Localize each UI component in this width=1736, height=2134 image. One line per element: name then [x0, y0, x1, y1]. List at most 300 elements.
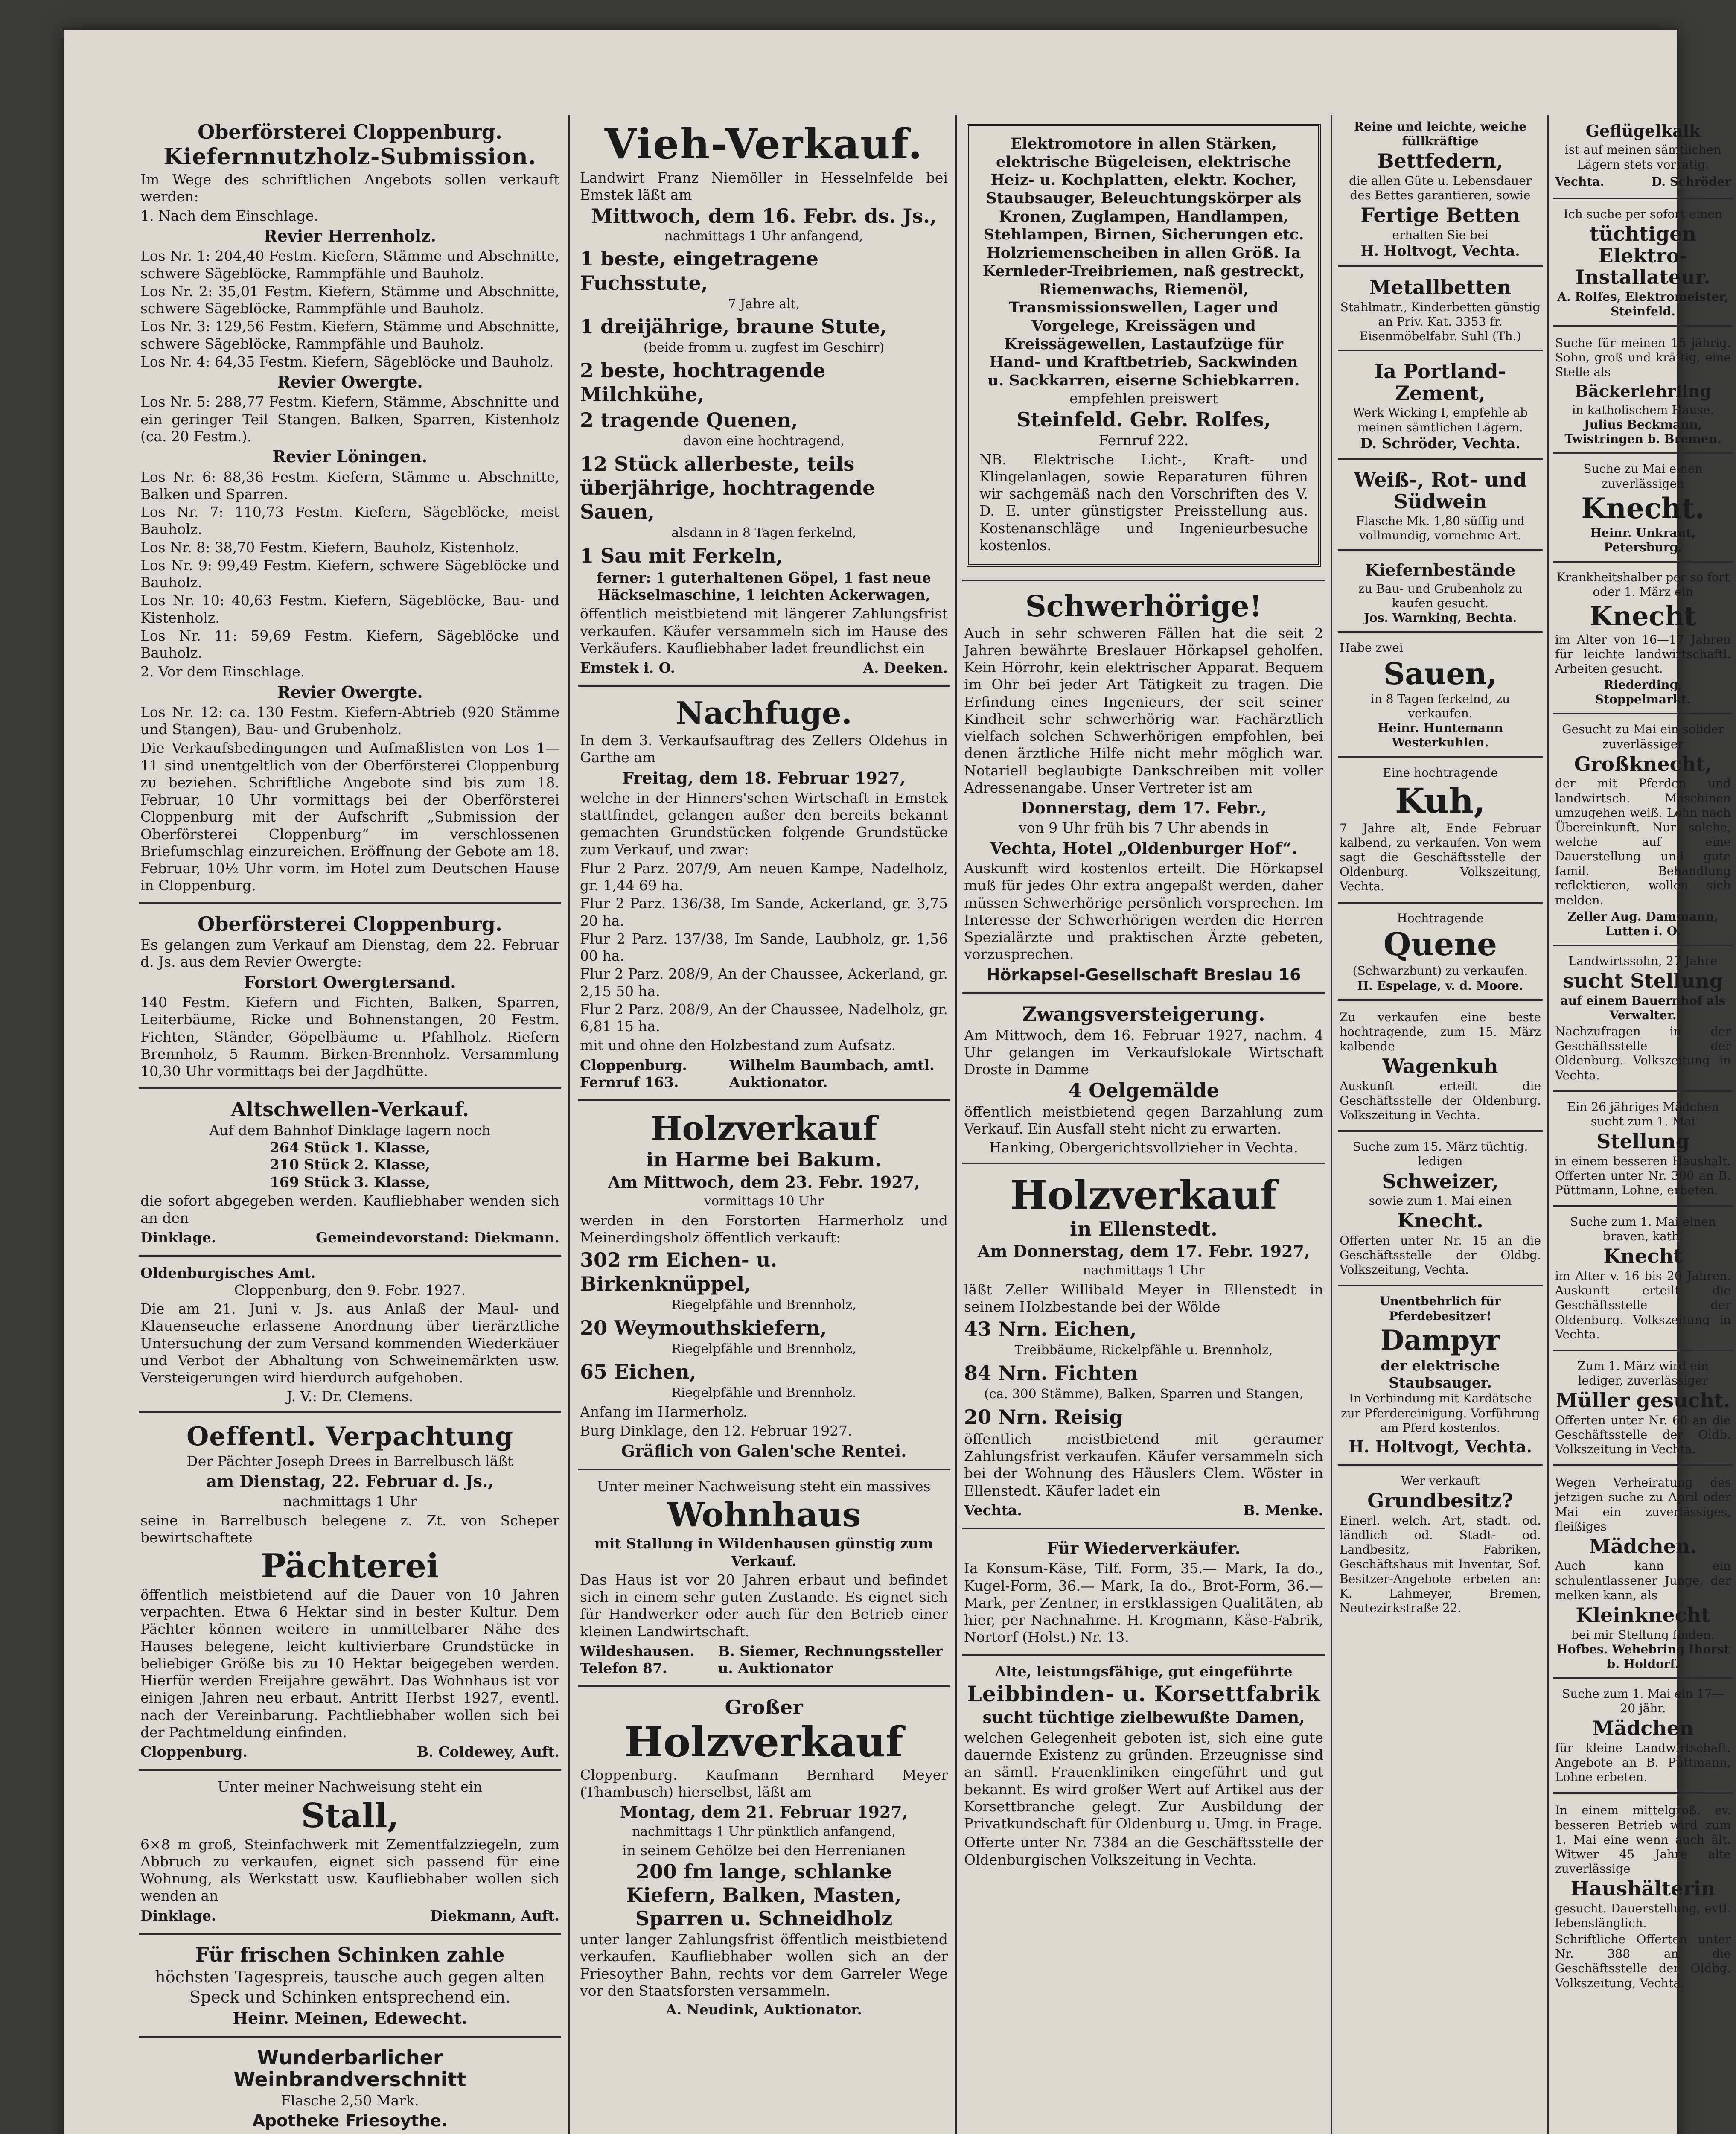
- ad-text: Auf dem Bahnhof Dinklage lagern noch: [209, 1122, 491, 1139]
- ad-text: Die Verkaufsbedingungen und Aufmaßlisten von Los 1—11 sind unentgeltlich von der Oberförsterei Cloppenburg zu beziehen. Schriftliche Angebote sind bis zum 18. Februar, 10 Uhr vormittags bei der Oberförsterei Cloppenburg mit der Aufschrift „Submission der Oberförsterei Cloppenburg“ im verschlossenen Briefumschlag einzureichen. Eröffnung der Gebote am 18. Februar, 10½ Uhr vorm. im Hotel zum Deutschen Hause in Cloppenburg.: [140, 740, 559, 894]
- ad-text: Krankheitshalber per so fort oder 1. März ein: [1556, 570, 1730, 599]
- ad-big-word: Wohnhaus: [667, 1496, 861, 1535]
- ad-text: im Alter von 16—17 Jahren für leichte landwirtschaftl. Arbeiten gesucht.: [1555, 632, 1731, 676]
- ad-time: nachmittags 1 Uhr anfangend,: [664, 228, 863, 244]
- ad-heading: Bettfedern,: [1377, 149, 1503, 173]
- ad-signature: [140, 1743, 559, 1761]
- ad-place: in seinem Gehölze bei den Herrenianen: [622, 1842, 906, 1859]
- ad-heading: Oberförsterei Cloppenburg.: [198, 912, 502, 936]
- ad-text: Es gelangen zum Verkauf am Dienstag, dem 22. Februar d. Js. aus dem Revier Owergte:: [140, 936, 559, 971]
- column-rule: [1547, 115, 1549, 2134]
- ad-text: Suche zum 1. Mai ein 17—20 jähr.: [1562, 1686, 1724, 1716]
- ad-elektromotore: [962, 115, 1325, 581]
- lot-item: Flur 2 Parz. 137/38, Im Sande, Laubholz, gr. 1,56 00 ha.: [580, 930, 948, 965]
- ad-signature: [580, 659, 948, 676]
- signature-name: Wilhelm Baumbach, amtl. Auktionator.: [729, 1056, 935, 1090]
- column-rule: [568, 115, 570, 2134]
- ad-date: Mittwoch, dem 16. Febr. ds. Js.,: [591, 204, 937, 228]
- ad-text: Auskunft erteilt die Geschäftsstelle der Oldenburg. Volkszeitung in Vechta.: [1340, 1079, 1541, 1122]
- ad-item: 264 Stück 1. Klasse,: [269, 1139, 431, 1156]
- ad-text: Suche zum 15. März tüchtig. ledigen: [1352, 1140, 1528, 1169]
- ad-item-note: (beide fromm u. zugfest im Geschirr): [643, 340, 885, 356]
- ad-schwerhoerige: [962, 585, 1325, 994]
- ad-signature: Hörkapsel-Gesellschaft Breslau 16: [986, 965, 1301, 984]
- ad-quene: [1338, 907, 1543, 1001]
- ad-verpachtung: [139, 1417, 561, 1771]
- ad-text: mit und ohne den Holzbestand zum Aufsatz.: [580, 1037, 896, 1054]
- ad-heading: Holzverkauf: [1010, 1172, 1277, 1218]
- ad-text: unter langer Zahlungsfrist öffentlich meistbietend verkaufen. Kaufliebhaber wollen sich an der Friesoyther Bahn, rechts vor dem Garreler Wege vor den Staatsforsten versammeln.: [580, 1931, 948, 1999]
- column-4: [1338, 115, 1543, 1627]
- ad-time: vormittags 10 Uhr: [704, 1194, 824, 1209]
- signature-place: Cloppenburg.: [140, 1743, 248, 1761]
- ad-schinken: [139, 1938, 561, 2038]
- ad-subheading: Forstort Owergtersand.: [244, 972, 456, 992]
- ad-text: Auskunft wird kostenlos erteilt. Die Hörkapsel muß für jedes Ohr extra angepaßt werden, daher müssen Schwerhörige persönlich vorsprechen. Im Interesse der Schwerhörigen werden die Herren Spezialärzte und praktischen Ärzte gebeten, vorzusprechen.: [964, 860, 1323, 963]
- ad-big-word: Wagenkuh: [1382, 1055, 1498, 1078]
- ad-big-word: Grundbesitz?: [1367, 1489, 1513, 1513]
- ad-item: 169 Stück 3. Klasse,: [269, 1173, 431, 1190]
- ad-text: Reine und leichte, weiche füllkräftige: [1354, 120, 1527, 149]
- ad-wagenkuh: [1338, 1004, 1543, 1132]
- ad-grosser-holzverkauf: [578, 1691, 950, 2024]
- ad-signature: [1555, 175, 1731, 189]
- ad-text: 2. Vor dem Einschlage.: [140, 663, 305, 680]
- column-rule: [1331, 115, 1332, 2134]
- ad-heading: Für frischen Schinken zahle: [195, 1943, 505, 1966]
- ad-text: Der Pächter Joseph Drees in Barrelbusch läßt: [186, 1452, 513, 1469]
- ad-text: öffentlich meistbietend mit längerer Zahlungsfrist verkaufen. Käufer versammeln sich im Hause des Verkäufers. Kaufliebhaber ladet freundlichst ein: [580, 605, 948, 656]
- ad-text: Einerl. welch. Art, stadt. od. ländlich od. Stadt- od. Landbesitz, Fabriken, Geschäftshaus mit Inventar, Sof. Besitzer-Angebote erbeten an: K. Lahmeyer, Bremen, Neutezirkstraße 22.: [1340, 1513, 1541, 1615]
- ad-heading: Oeffentl. Verpachtung: [186, 1421, 513, 1452]
- signature-place: Dinklage.: [140, 1907, 216, 1924]
- ad-heading: Schwerhörige!: [1025, 589, 1262, 624]
- ad-signature: Julius Beckmann, Twistringen b. Bremen.: [1564, 417, 1721, 446]
- ad-big-word: Kleinknecht: [1576, 1603, 1710, 1627]
- ad-big-word: Stall,: [301, 1796, 399, 1835]
- ad-item-note: Treibbäume, Rickelpfähle u. Brennholz,: [1014, 1343, 1273, 1358]
- ad-item: 1 dreijährige, braune Stute,: [580, 315, 887, 338]
- ad-text: Eine hochtragende: [1383, 765, 1498, 780]
- ad-text: empfehlen preiswert: [1069, 390, 1218, 407]
- ad-text: Suche zum 1. Mai einen braven, kath.: [1570, 1215, 1716, 1244]
- ad-text: In Verbindung mit Kardätsche zur Pferdereinigung. Vorführung am Pferd kostenlos.: [1340, 1391, 1540, 1435]
- ad-text: Auch kann ein schulentlassener Junge, der melken kann, als: [1555, 1559, 1731, 1602]
- ad-signature: H. Holtvogt, Vechta.: [1349, 1437, 1532, 1456]
- ad-heading: Ia Portland-Zement,: [1374, 360, 1506, 405]
- ad-date: Burg Dinklage, den 12. Februar 1927.: [580, 1422, 852, 1439]
- ad-text: In einem mittelgroß. ev. besseren Betrieb wird zum 1. Mai eine wenn auch ält. Witwer 45 Jahre alte zuverlässige: [1555, 1803, 1731, 1876]
- ad-big-word: Stellung: [1596, 1130, 1689, 1153]
- ad-item: 12 Stück allerbeste, teils überjährige, hochtragende Sauen,: [580, 452, 875, 524]
- ad-text: die sofort abgegeben werden. Kaufliebhaber wenden sich an den: [140, 1192, 559, 1227]
- lot-item: Los Nr. 3: 129,56 Festm. Kiefern, Stämme und Abschnitte, schwere Sägeblöcke, Rammpfähle und Bauholz.: [140, 318, 559, 352]
- ad-text: Ia Konsum-Käse, Tilf. Form, 35.— Mark, Ia do., Kugel-Form, 36.— Mark, Ia do., Brot-Form, 36.— Mark, per Zentner, in erstklassigen Qualitäten, ab hier, per Nachnahme. H. Krogmann, Käse-Fabrik, Nortorf (Holst.) Nr. 13.: [964, 1560, 1323, 1646]
- ad-maedchen-landwirtschaft: [1553, 1682, 1733, 1794]
- ad-signature: [964, 1502, 1323, 1519]
- signature-name: D. Schröder: [1652, 174, 1731, 189]
- ad-heading: Holzverkauf: [650, 1109, 877, 1149]
- ad-holzverkauf-harme: [578, 1105, 950, 1470]
- ad-text: In dem 3. Verkaufsauftrag des Zellers Oldehus in Garthe am: [580, 732, 948, 766]
- ad-knecht-petersburg: [1553, 458, 1733, 563]
- ad-heading: Fertige Betten: [1360, 204, 1520, 227]
- lot-item: Flur 2 Parz. 208/9, An der Chaussee, Nadelholz, gr. 6,81 15 ha.: [580, 1000, 948, 1035]
- ad-item-note: Riegelpfähle und Brennholz,: [671, 1341, 856, 1357]
- ad-wohnhaus: [578, 1474, 950, 1687]
- ad-text: Gesucht zu Mai ein solider zuverlässiger: [1562, 722, 1724, 751]
- ad-signature: Hofbes. Wehebring Ihorst b. Holdorf.: [1556, 1642, 1730, 1671]
- ad-big-word: Kuh,: [1395, 780, 1486, 821]
- signature-name: B. Coldewey, Auft.: [417, 1743, 559, 1761]
- ad-item-note: 7 Jahre alt,: [728, 296, 800, 312]
- ad-big-word: Pächterei: [261, 1547, 439, 1586]
- ad-metallbetten: [1338, 271, 1543, 351]
- ad-time: nachmittags 1 Uhr: [1083, 1263, 1205, 1278]
- ad-text: 1. Nach dem Einschlage.: [140, 207, 319, 224]
- ad-big-word: Quene: [1383, 926, 1497, 963]
- ad-text: (Schwarzbunt) zu verkaufen.: [1352, 964, 1528, 978]
- ad-portland-zement: [1338, 355, 1543, 460]
- signature-name: A. Deeken.: [863, 659, 948, 676]
- column-1: [139, 115, 561, 2134]
- ad-text: Im Wege des schriftlichen Angebots sollen verkauft werden:: [140, 171, 559, 205]
- ad-holzverkauf-ellenstedt: [962, 1168, 1325, 1529]
- ad-text: Flasche Mk. 1,80 süffig und vollmundig, vornehme Art.: [1356, 514, 1525, 543]
- ad-text: werden in den Forstorten Harmerholz und Meinerdingsholz öffentlich verkauft:: [580, 1212, 948, 1246]
- ad-big-word: tüchtigen Elektro-Installateur.: [1575, 222, 1711, 289]
- ad-kiefernbestaende: [1338, 554, 1543, 633]
- ad-item: Sparren u. Schneidholz: [635, 1907, 893, 1930]
- ad-signature: J. V.: Dr. Clemens.: [286, 1388, 414, 1405]
- ad-text: öffentlich meistbietend gegen Barzahlung zum Verkauf. Ein Ausfall steht nicht zu erwarten.: [964, 1103, 1323, 1137]
- column-3: [962, 115, 1325, 1880]
- ad-big-word: Knecht: [1590, 600, 1696, 632]
- ad-big-word: Großknecht,: [1574, 752, 1712, 775]
- ad-signature: [140, 1907, 559, 1924]
- ad-signature: H. Holtvogt, Vechta.: [1360, 242, 1520, 259]
- ad-text: Habe zwei: [1340, 641, 1403, 655]
- ad-subheading: der elektrische Staubsauger.: [1381, 1357, 1500, 1391]
- ad-item: 2 tragende Quenen,: [580, 408, 798, 432]
- ad-nachfuge: [578, 690, 950, 1101]
- ad-text: öffentlich meistbietend mit geraumer Zahlungsfrist verkaufen. Käufer versammeln sich bei der Wohnung des Häuslers Clem. Wöster in Ellenstedt. Käufer ladet ein: [964, 1430, 1323, 1499]
- ad-text: für kleine Landwirtschaft. Angebote an B. Püttmann, Lohne erbeten.: [1555, 1740, 1731, 1784]
- ad-maedchen-stellung: [1553, 1096, 1733, 1207]
- ad-schweizer: [1338, 1135, 1543, 1286]
- ad-text: bei mir Stellung finden.: [1571, 1627, 1715, 1642]
- lot-item: Los Nr. 1: 204,40 Festm. Kiefern, Stämme und Abschnitte, schwere Sägeblöcke, Rammpfähle und Bauholz.: [140, 248, 559, 282]
- ad-item-note: (ca. 300 Stämme), Balken, Sparren und Stangen,: [984, 1387, 1303, 1402]
- ad-date: Am Mittwoch, dem 23. Febr. 1927,: [608, 1172, 920, 1192]
- ad-text: Offerte unter Nr. 7384 an die Geschäftsstelle der Oldenburgischen Volkszeitung in Vechta.: [964, 1834, 1323, 1868]
- ad-item: 43 Nrn. Eichen,: [964, 1318, 1137, 1341]
- ad-heading: Zwangsversteigerung.: [1022, 1002, 1265, 1026]
- ad-subheading: Revier Owergte.: [277, 372, 423, 392]
- ad-date: Freitag, dem 18. Februar 1927,: [622, 768, 906, 787]
- ad-zwangsversteigerung: [962, 997, 1325, 1164]
- ad-text: Die am 21. Juni v. Js. aus Anlaß der Maul- und Klauenseuche erlassene Anordnung über tierärztliche Untersuchung der zum Versand kommenden Wiederkäuer und Verbot der Abhaltung von Schweinemärkten usw. Versteigerungen wird hierdurch aufgehoben.: [140, 1300, 559, 1386]
- ad-time: nachmittags 1 Uhr pünktlich anfangend,: [632, 1824, 896, 1839]
- ad-text: Ein 26 jähriges Mädchen sucht zum 1. Mai: [1567, 1099, 1719, 1128]
- ad-kuh: [1338, 761, 1543, 904]
- ad-signature: Heinr. Meinen, Edewecht.: [233, 2009, 467, 2028]
- ad-mueller: [1553, 1355, 1733, 1466]
- ad-text: Zu verkaufen eine beste hochtragende, zum 15. März kalbende: [1340, 1010, 1541, 1054]
- ad-date: Donnerstag, dem 17. Febr.,: [1020, 798, 1267, 818]
- ad-signature: Heinr. Huntemann Westerkuhlen.: [1378, 721, 1503, 750]
- ad-sauen: [1338, 636, 1543, 758]
- ad-preheading: Großer: [725, 1696, 803, 1719]
- ad-item: 84 Nrn. Fichten: [964, 1361, 1138, 1385]
- lot-item: Los Nr. 5: 288,77 Festm. Kiefern, Stämme, Abschnitte und ein geringer Teil Stangen. Balken, Sparren, Kistenholz (ca. 20 Festm.).: [140, 394, 559, 445]
- ad-vieh-verkauf: [578, 115, 950, 687]
- ad-big-word: Mädchen: [1592, 1717, 1694, 1740]
- ad-text: Werk Wicking I, empfehle ab meinen sämtlichen Lägern.: [1353, 405, 1528, 434]
- ad-big-word: Müller gesucht.: [1555, 1389, 1730, 1412]
- ad-heading: Vieh-Verkauf.: [604, 120, 923, 168]
- ad-big-word: Mädchen.: [1589, 1534, 1697, 1558]
- ad-signature: Riederding, Stoppelmarkt.: [1595, 678, 1691, 707]
- signature-name: B. Menke.: [1243, 1501, 1323, 1519]
- ad-item: 302 rm Eichen- u. Birkenknüppel,: [580, 1248, 778, 1296]
- ad-subheading: Revier Löningen.: [272, 447, 428, 466]
- ad-text: gesucht. Dauerstellung, evtl. lebenslänglich.: [1555, 1901, 1731, 1930]
- ad-text: 7 Jahre alt, Ende Februar kalbend, zu verkaufen. Von wem sagt die Geschäftsstelle der Oldenburg. Volkszeitung, Vechta.: [1340, 821, 1541, 894]
- lot-item: Flur 2 Parz. 207/9, Am neuen Kampe, Nadelholz, gr. 1,44 69 ha.: [580, 860, 948, 894]
- ad-text: welchen Gelegenheit geboten ist, sich eine gute dauernde Existenz zu gründen. Erzeugnisse sind an sämtl. Frauenkliniken eingeführt und gut bekannt. Es wird großer Wert auf Artikel aus der Korsettbranche gelegt. Zur Ausbildung der Privatkundschaft für Oldenburg u. Umg. in Frage.: [964, 1729, 1323, 1832]
- ad-text: höchsten Tagespreis, tausche auch gegen alten Speck und Schinken entsprechend ein.: [155, 1968, 545, 2006]
- ad-gefluegelkalk: [1553, 115, 1733, 199]
- ad-big-word: Haushälterin: [1570, 1877, 1716, 1901]
- lot-item: Los Nr. 10: 40,63 Festm. Kiefern, Sägeblöcke, Bau- und Kistenholz.: [140, 592, 559, 626]
- ad-item: 1 Sau mit Ferkeln,: [580, 544, 783, 567]
- framed-ad-box: [967, 124, 1321, 567]
- lot-item: Los Nr. 12: ca. 130 Festm. Kiefern-Abtrieb (920 Stämme und Stangen), Bau- und Grubenholz.: [140, 703, 559, 738]
- ad-text: Cloppenburg. Kaufmann Bernhard Meyer (Thambusch) hierselbst, läßt am: [580, 1766, 948, 1800]
- ad-text: Offerten unter Nr. 60 an die Geschäftsstelle der Oldb. Volkszeitung in Vechta.: [1555, 1413, 1731, 1457]
- ad-subheading: Revier Owergte.: [277, 682, 423, 702]
- ad-signature: Hanking, Obergerichtsvollzieher in Vechta.: [989, 1139, 1298, 1156]
- ad-item: 210 Stück 2. Klasse,: [269, 1156, 431, 1173]
- ad-text: Landwirt Franz Niemöller in Hesselnfelde bei Emstek läßt am: [580, 169, 948, 204]
- ad-text: die allen Güte u. Lebensdauer des Bettes garantieren, sowie: [1349, 173, 1532, 203]
- ad-item: 65 Eichen,: [580, 1360, 696, 1383]
- ad-item: 20 Nrn. Reisig: [964, 1405, 1123, 1428]
- ad-text: Unentbehrlich für Pferdebesitzer!: [1380, 1294, 1501, 1323]
- ad-grundbesitz: [1338, 1469, 1543, 1623]
- ad-text: auf einem Bauernhof als Verwalter.: [1560, 993, 1726, 1023]
- ad-heading: Geflügelkalk: [1585, 121, 1701, 140]
- ad-text: in katholischem Hause.: [1572, 402, 1714, 417]
- ad-heading: Leibbinden- u. Korsettfabrik: [967, 1681, 1321, 1706]
- lot-item: Los Nr. 11: 59,69 Festm. Kiefern, Sägeblöcke und Bauholz.: [140, 627, 559, 662]
- ad-heading: Kiefernbestände: [1365, 560, 1516, 580]
- ad-signature: [140, 1229, 559, 1246]
- ad-subheading: Revier Herrenholz.: [264, 226, 436, 245]
- lot-item: Flur 2 Parz. 136/38, Im Sande, Ackerland, gr. 3,75 20 ha.: [580, 895, 948, 929]
- ad-text: Suche zu Mai einen zuverlässigen: [1583, 462, 1703, 491]
- ad-date: am Dienstag, 22. Februar d. Js.,: [206, 1471, 494, 1491]
- ad-phone: Fernruf 222.: [1098, 432, 1189, 449]
- newspaper-page: [64, 30, 1731, 2134]
- ad-item: 1 beste, eingetragene Fuchsstute,: [580, 247, 818, 294]
- ad-item: Kiefern, Balken, Masten,: [626, 1883, 902, 1907]
- ad-time: von 9 Uhr früh bis 7 Uhr abends in: [1019, 819, 1269, 837]
- ad-sucht-stellung: [1553, 950, 1733, 1092]
- ad-item: 2 beste, hochtragende Milchkühe,: [580, 359, 826, 406]
- ad-text: Am Mittwoch, dem 16. Februar 1927, nachm. 4 Uhr gelangen im Verkaufslokale Wirtschaft Droste in Damme: [964, 1026, 1323, 1078]
- signature-place: Dinklage.: [140, 1229, 216, 1246]
- ad-text: Offerten unter Nr. 15 an die Geschäftsstelle der Oldbg. Volkszeitung, Vechta.: [1340, 1233, 1541, 1277]
- column-rule: [955, 115, 957, 2134]
- lot-item: Los Nr. 4: 64,35 Festm. Kiefern, Sägeblöcke und Bauholz.: [140, 353, 554, 370]
- ad-signature: Heinr. Unkraut, Petersburg.: [1590, 525, 1696, 555]
- ad-oberfoersterei-submission: [139, 115, 561, 904]
- ad-text: Auch in sehr schweren Fällen hat die seit 2 Jahren bewährte Breslauer Hörkapsel geholfen. Kein Hörrohr, kein elektrischer Apparat. Bequem im Ohr bei jeder Art Tätigkeit zu tragen. Die Erfindung eines Ingenieurs, der seit seiner Kindheit sehr schwerhörig war. Fachärztlich vielfach solchen Schwerhörigen empfohlen, bei denen ärztliche Hilfe nicht mehr möglich war. Notariell beglaubigte Dankschreiben mit voller Adressenangabe. Unser Vertreter ist am: [964, 624, 1323, 796]
- ad-time: nachmittags 1 Uhr: [283, 1493, 417, 1510]
- ad-text: sowie zum 1. Mai einen: [1369, 1194, 1512, 1208]
- ad-text: ist auf meinen sämtlichen Lägern stets vorrätig.: [1564, 143, 1721, 172]
- ad-weinbrand: [139, 2041, 561, 2134]
- ad-text: seine in Barrelbusch belegene z. Zt. von Scheper bewirtschaftete: [140, 1512, 559, 1546]
- ad-elektro-installateur: [1553, 203, 1733, 327]
- ad-place: Vechta, Hotel „Oldenburger Hof“.: [990, 838, 1298, 858]
- ad-heading: Metallbetten: [1369, 276, 1512, 299]
- ad-heading: Für Wiederverkäufer.: [1047, 1539, 1241, 1558]
- lot-item: Los Nr. 9: 99,49 Festm. Kiefern, schwere Sägeblöcke und Bauholz.: [140, 557, 559, 591]
- ad-signature: D. Schröder, Vechta.: [1360, 434, 1520, 452]
- ad-text: Wegen Verheiratung des jetzigen suche zu April oder Mai ein zuverlässiges, fleißiges: [1555, 1475, 1731, 1533]
- ad-heading: Wunderbarlicher Weinbrandverschnitt: [233, 2046, 466, 2091]
- ad-signature: [580, 1057, 948, 1091]
- ad-text: in einem besseren Haushalt. Offerten unter Nr. 300 an B. Püttmann, Lohne, erbeten.: [1555, 1154, 1731, 1198]
- ad-preheading: Alte, leistungsfähige, gut eingeführte: [995, 1663, 1293, 1680]
- ad-text: Zum 1. März wird ein lediger, zuverlässiger: [1577, 1359, 1709, 1388]
- ad-text: erhalten Sie bei: [1392, 227, 1488, 242]
- ad-text: zu Bau- und Grubenholz zu kaufen gesucht.: [1358, 581, 1523, 611]
- ad-big-word: sucht Stellung: [1563, 969, 1723, 993]
- column-5: [1553, 115, 1733, 2002]
- ad-text: Landwirtssohn, 27 Jahre: [1568, 954, 1718, 968]
- ad-signature: Gräflich von Galen'sche Rentei.: [621, 1441, 907, 1461]
- ad-big-word: Schweizer,: [1382, 1169, 1499, 1193]
- ad-item-note: Riegelpfähle und Brennholz.: [671, 1385, 856, 1400]
- signature-place: Emstek i. O.: [580, 659, 676, 676]
- ad-item-note: davon eine hochtragend,: [683, 434, 845, 449]
- signature-name: B. Siemer, Rechnungssteller u. Auktionator: [718, 1642, 943, 1677]
- ad-signature: [580, 1643, 948, 1677]
- ad-text: Schriftliche Offerten unter Nr. 388 an die Geschäftsstelle der Oldbg. Volkszeitung, Vechta.: [1555, 1932, 1731, 1990]
- ad-text: Stahlmatr., Kinderbetten günstig an Priv. Kat. 3353 fr. Eisenmöbelfabr. Suhl (Th.): [1340, 300, 1541, 344]
- ad-text: Hochtragende: [1397, 911, 1484, 925]
- ad-knecht-kath: [1553, 1210, 1733, 1351]
- lot-item: Los Nr. 6: 88,36 Festm. Kiefern, Stämme u. Abschnitte, Balken und Sparren.: [140, 468, 559, 502]
- ad-text: Wer verkauft: [1401, 1474, 1480, 1488]
- ad-text: Suche für meinen 15 jährig. Sohn, groß und kräftig, eine Stelle als: [1555, 336, 1731, 379]
- ad-text: Das Haus ist vor 20 Jahren erbaut und befindet sich in einem sehr guten Zustande. Es eignet sich für Handwerker oder auch für den Betrieb einer kleinen Landwirtschaft.: [580, 1571, 948, 1640]
- ad-text: 140 Festm. Kiefern und Fichten, Balken, Sparren, Leiterbäume, Ricke und Bohnenstangen, 20 Festm. Fichten, Ständer, Göpelbäume u. Pfahlholz. Riefern Brennholz, 5 Raumm. Birken-Brennholz. Versammlung 10,30 Uhr vormittags bei der Jagdhütte.: [140, 994, 559, 1080]
- ad-text: welche in der Hinners'schen Wirtschaft in Emstek stattfindet, gelangen außer den bereits bekannt gemachten Grundstücken folgende Grundstücke zum Verkauf, und zwar:: [580, 789, 948, 858]
- ad-text: Unter meiner Nachweisung steht ein: [217, 1778, 483, 1796]
- ad-altschwellen: [139, 1093, 561, 1256]
- ad-item: 4 Oelgemälde: [1068, 1079, 1219, 1102]
- ad-date: Cloppenburg, den 9. Febr. 1927.: [234, 1281, 466, 1298]
- ad-heading: Holzverkauf: [624, 1717, 903, 1766]
- ad-item: 200 fm lange, schlanke: [636, 1860, 892, 1883]
- ad-dampyr: [1338, 1290, 1543, 1466]
- ad-signature: Steinfeld. Gebr. Rolfes,: [1017, 408, 1271, 431]
- ad-text: Elektromotore in allen Stärken, elektrische Bügeleisen, elektrische Heiz- u. Kochplatten, elektr. Kocher, Staubsauger, Beleuchtungskörper als Kronen, Zuglampen, Handlampen, Stehlampen, Birnen, Sicherungen etc. Holzriemenscheiben in allen Größ. Ia Kernleder-Treibriemen, naß gestreckt, Riemenwachs, Riemenöl, Transmissionswellen, Lager und Vorgelege, Kreissägen und Kreissägewellen, Lastaufzüge für Hand- und Kraftbetrieb, Sackwinden u. Sackkarren, eiserne Schiebkarren.: [982, 135, 1305, 389]
- ad-text: NB. Elektrische Licht-, Kraft- und Klingelanlagen, sowie Reparaturen führen wir sachgemäß nach den Vorschriften des V. D. E. unter günstigster Preisstellung aus. Kostenanschläge und Ingenieurbesuche kostenlos.: [979, 451, 1308, 554]
- ad-text: Ich suche per sofort einen: [1563, 207, 1723, 221]
- ad-text: öffentlich meistbietend auf die Dauer von 10 Jahren verpachten. Etwa 6 Hektar sind in bester Kultur. Dem Pächter können weitere in unmittelbarer Nähe des Hauses belegene, leicht kultivierbare Grundstücke in beliebiger Größe bis zu 10 Hektar beigegeben werden. Hierfür werden Freijahre gewährt. Das Wohnhaus ist vor einigen Jahren neu erbaut. Antritt Herbst 1927, eventl. nach der Vereinbarung. Pachtliebhaber wollen sich bei der Pachtmeldung einfinden.: [140, 1586, 559, 1740]
- ad-wein: [1338, 463, 1543, 551]
- ad-text: der mit Pferden und landwirtsch. Maschinen umzugehen weiß. Lohn nach Übereinkunft. Nur solche, welche auf eine Dauerstellung und gute famil. Behandlung reflektieren, wollen sich melden.: [1555, 776, 1731, 907]
- ad-heading: Altschwellen-Verkauf.: [230, 1098, 469, 1121]
- signature-name: Gemeindevorstand: Diekmann.: [316, 1229, 559, 1246]
- ad-signature: Apotheke Friesoythe.: [252, 2111, 448, 2130]
- ad-korsettfabrik: [962, 1659, 1325, 1876]
- ad-knecht-stoppelmarkt: [1553, 566, 1733, 714]
- ad-oberfoersterei-verkauf: [139, 907, 561, 1090]
- ad-text: in 8 Tagen ferkelnd, zu verkaufen.: [1370, 692, 1510, 721]
- signature-place: Wildeshausen. Telefon 87.: [580, 1642, 695, 1677]
- ad-bettfedern: [1338, 115, 1543, 267]
- column-2: [578, 115, 950, 2028]
- ad-grossknecht: [1553, 718, 1733, 946]
- ad-big-word: Bäckerlehrling: [1575, 381, 1711, 401]
- signature-place: Vechta.: [1555, 174, 1605, 189]
- ad-item: 20 Weymouthskiefern,: [580, 1316, 827, 1339]
- ad-heading: Oldenburgisches Amt.: [140, 1264, 316, 1281]
- ad-subheading: sucht tüchtige zielbewußte Damen,: [982, 1708, 1305, 1727]
- lot-item: Los Nr. 7: 110,73 Festm. Kiefern, Sägeblöcke, meist Bauholz.: [140, 504, 559, 538]
- ad-signature: A. Rolfes, Elektromeister, Steinfeld.: [1557, 289, 1729, 318]
- ad-text: Anfang im Harmerholz.: [580, 1403, 748, 1420]
- ad-big-word: Knecht: [1603, 1245, 1683, 1268]
- ad-oldenburgisches-amt: [139, 1260, 561, 1413]
- ad-heading: Oberförsterei Cloppenburg.: [198, 120, 502, 143]
- ad-date: Montag, dem 21. Februar 1927,: [620, 1802, 908, 1822]
- ad-heading: Nachfuge.: [676, 695, 852, 732]
- ad-big-word: Sauen,: [1383, 656, 1497, 691]
- ad-text: 6×8 m groß, Steinfachwerk mit Zementfalzziegeln, zum Abbruch zu verkaufen, eignet sich passend für eine Wohnung, als Werkstatt usw. Kaufliebhaber wollen sich wenden an: [140, 1836, 559, 1904]
- ad-big-word: Dampyr: [1380, 1324, 1500, 1356]
- ad-baeckerlehrling: [1553, 330, 1733, 454]
- signature-place: Vechta.: [964, 1501, 1022, 1519]
- ad-text: Nachzufragen in der Geschäftsstelle der Oldenburg. Volkszeitung in Vechta.: [1555, 1024, 1731, 1082]
- ad-item-note: alsdann in 8 Tagen ferkelnd,: [671, 525, 856, 541]
- ad-signature: A. Neudink, Auktionator.: [666, 2001, 862, 2018]
- ad-text: Unter meiner Nachweisung steht ein massives: [597, 1478, 931, 1495]
- ad-big-word: Knecht.: [1581, 491, 1705, 525]
- ad-big-word: Knecht.: [1397, 1209, 1483, 1233]
- ad-signature: H. Espelage, v. d. Moore.: [1357, 978, 1523, 993]
- ad-price: Flasche 2,50 Mark.: [281, 2092, 419, 2109]
- ad-headline: Kiefernnutzholz-Submission.: [163, 143, 536, 170]
- ad-signature: Zeller Aug. Dammann, Lutten i. O.: [1567, 909, 1719, 938]
- lot-item: Flur 2 Parz. 208/9, An der Chaussee, Ackerland, gr. 2,15 50 ha.: [580, 965, 948, 1000]
- ad-text: läßt Zeller Willibald Meyer in Ellenstedt in seinem Holzbestande bei der Wölde: [964, 1281, 1323, 1315]
- signature-name: Diekmann, Auft.: [430, 1907, 559, 1924]
- ad-item-note: Riegelpfähle und Brennholz,: [671, 1297, 856, 1313]
- ad-text: im Alter v. 16 bis 20 Jahren. Auskunft erteilt die Geschäftsstelle der Oldenburg. Volkszeitung in Vechta.: [1555, 1269, 1731, 1341]
- ad-wiederverkaeufer: [962, 1533, 1325, 1656]
- ad-signature: Jos. Warnking, Bechta.: [1363, 611, 1517, 625]
- ad-date: Am Donnerstag, dem 17. Febr. 1927,: [977, 1241, 1310, 1261]
- ad-text: ferner: 1 guterhaltenen Göpel, 1 fast neue Häckselmaschine, 1 leichten Ackerwagen,: [597, 569, 931, 603]
